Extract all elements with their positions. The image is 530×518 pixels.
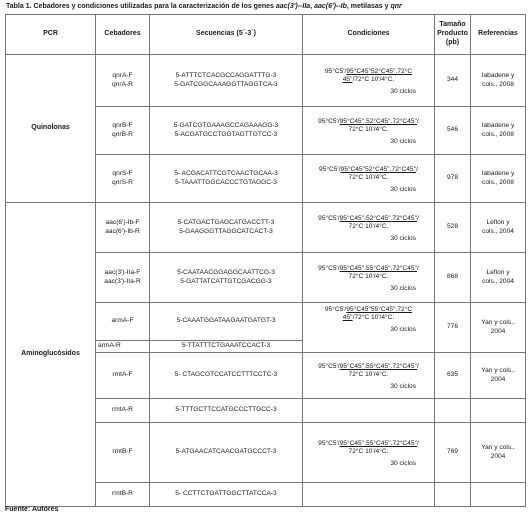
reference-cell: Iabadene y cols., 2008 bbox=[471, 155, 526, 203]
size-cell: 868 bbox=[435, 253, 471, 303]
sequence-cell: 5- ACGACATTCGTCAACTGCAA-3 5-TAAATTGGCACCCTGTAGGC-3 bbox=[150, 155, 303, 203]
header-sequences: Secuencias (5´-3´) bbox=[150, 15, 303, 55]
reference-cell: Iabadene y cols., 2008 bbox=[471, 107, 526, 155]
reference-cell-empty bbox=[471, 399, 526, 423]
size-cell: 344 bbox=[435, 55, 471, 107]
size-cell-empty bbox=[435, 399, 471, 423]
header-row bbox=[6, 15, 526, 55]
size-cell: 546 bbox=[435, 107, 471, 155]
size-cell: 776 bbox=[435, 303, 471, 353]
primer-cell: rmtB-R bbox=[96, 483, 150, 507]
reference-cell: Yan y cols., 2004 bbox=[471, 353, 526, 399]
sequence-cell: 5-CATGACTGAGCATGACCTT-3 5-GAAGGGTTAGGCATCACT-3 bbox=[150, 203, 303, 253]
primer-cell: aac(3')-IIa-F aac(3')-IIa-R bbox=[96, 253, 150, 303]
sequence-cell: 5-CAAATGGATAAGAATGATGT-3 bbox=[150, 303, 303, 341]
primer-cell: rmtA-R bbox=[96, 399, 150, 423]
group-quinolonas: Quinolonas bbox=[6, 55, 96, 203]
sequence-cell: 5-GATCGTGAAAGCCAGAAAGG-3 5-ACGATGCCTGGTAGTTGTCC-3 bbox=[150, 107, 303, 155]
conditions-cell: 95°C5'/95°C45''52°C45''.72°C45''/ 72°C 10'/4°C. 30 ciclos bbox=[303, 155, 435, 203]
header-references: Referencias bbox=[471, 15, 526, 55]
size-cell: 528 bbox=[435, 203, 471, 253]
header-primers: Cebadores bbox=[96, 15, 150, 55]
conditions-cell: 95°C5'/95°C45''.55°C45''.72°C45''/ 72°C 10'/4°C. 30 ciclos bbox=[303, 423, 435, 483]
primer-cell: aac(6')-Ib-F aac(6')-Ib-R bbox=[96, 203, 150, 253]
conditions-cell-empty bbox=[303, 399, 435, 423]
size-cell: 635 bbox=[435, 353, 471, 399]
header-conditions: Condiciones bbox=[303, 15, 435, 55]
reference-cell: Leflon y cols., 2004 bbox=[471, 253, 526, 303]
conditions-cell: 95°C5'/95°C45''.55°C45''.72°C45''/ 72°C 10'/4°C. 30 ciclos bbox=[303, 353, 435, 399]
reference-cell: Yan y cols., 2004 bbox=[471, 303, 526, 353]
reference-cell: Leflon y cols., 2004 bbox=[471, 203, 526, 253]
sequence-cell: 5- CTAGCGTCCATCCTTTCCTC-3 bbox=[150, 353, 303, 399]
sequence-cell: 5-TTTGCTTCCATGCCCTTGCC-3 bbox=[150, 399, 303, 423]
reference-cell: Iabadene y cols., 2008 bbox=[471, 55, 526, 107]
sequence-cell: 5-TTATTTCTGAAATCCACT-3 bbox=[150, 341, 303, 353]
reference-cell: Yan y cols., 2004 bbox=[471, 423, 526, 483]
header-size: Tamaño Producto (pb) bbox=[435, 15, 471, 55]
primer-cell: rmtA-F bbox=[96, 353, 150, 399]
group-aminoglucosidos: Aminoglucósidos bbox=[6, 203, 96, 507]
conditions-cell: 95°C5'/95°C45''.55°C45''.72°C45''/ 72°C 10'/4°C. 30 ciclos bbox=[303, 253, 435, 303]
sequence-cell: 5-ATGAACATCAACGATGCCCT-3 bbox=[150, 423, 303, 483]
primer-cell: qnrA-F qnrA-R bbox=[96, 55, 150, 107]
source-footer: Fuente: Autores bbox=[5, 506, 59, 513]
reference-cell-empty bbox=[471, 483, 526, 507]
sequence-cell: 5-ATTTCTCACGCCAGGATTTG-3 5-GATCGGCAAAGGTTAGGTCA-3 bbox=[150, 55, 303, 107]
sequence-cell: 5- CCTTCTGATTGGCTTATCCA-3 bbox=[150, 483, 303, 507]
table-row bbox=[6, 55, 526, 107]
sequence-cell: 5-CAATAACGGAGGCAATTCG-3 5-GATTATCATTGTCGACGG-3 bbox=[150, 253, 303, 303]
conditions-cell: 95°C5'/95°C45''.52°C45''.72°C45''/ 72°C 10'/4°C. 30 ciclos bbox=[303, 203, 435, 253]
size-cell: 769 bbox=[435, 423, 471, 483]
primer-cell: armA-R bbox=[96, 341, 150, 353]
table-row bbox=[6, 203, 526, 253]
primer-cell: qnrB-F qnrB-R bbox=[96, 107, 150, 155]
primer-cell: rmtB-F bbox=[96, 423, 150, 483]
table-caption: Tabla 1. Cebadores y condiciones utilizadas para la caracterización de los genes aac(3')--IIa, aac(6')--Ib, metilasas y qnr bbox=[6, 3, 402, 10]
conditions-cell: 95°C5'/95°C45''55°C45''.72°C 45''/72°C 10'/4°C. 30 ciclos bbox=[303, 303, 435, 353]
primers-table bbox=[5, 14, 526, 507]
header-pcr: PCR bbox=[6, 15, 96, 55]
size-cell-empty bbox=[435, 483, 471, 507]
size-cell: 978 bbox=[435, 155, 471, 203]
primer-cell: armA-F bbox=[96, 303, 150, 341]
conditions-cell: 95°C5'/95°C45''.52°C45''.72°C45''/ 72°C 10'/4°C. 30 ciclos bbox=[303, 107, 435, 155]
primer-cell: qnrS-F qnrS-R bbox=[96, 155, 150, 203]
conditions-cell: 95°C5'/95°C45''52°C45''.72°C 45''/72°C 10'/4°C. 30 ciclos bbox=[303, 55, 435, 107]
conditions-cell-empty bbox=[303, 483, 435, 507]
